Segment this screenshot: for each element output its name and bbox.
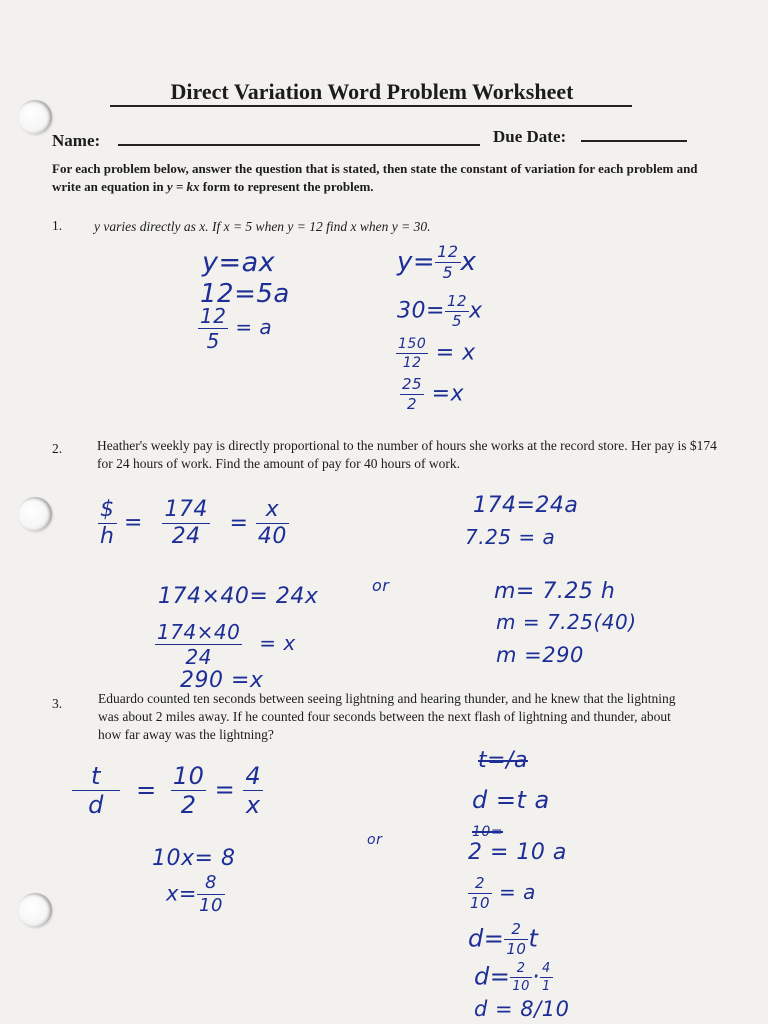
binder-hole-bottom [18,893,52,927]
p3-work-right-4: d= $\frac{2}{10}$ t [468,920,539,958]
p2-work-right-4: m = 7.25(40) [496,610,637,634]
p3-work-right-3: $\frac{2}{10}$ = a [470,874,536,912]
p1-work-right-2: 30= $\frac{12}{5}$ x [397,292,483,330]
due-date-field[interactable] [581,140,687,142]
p2-work-proportion: $\frac{\$}{h}$ = $\frac{174}{24}$ = $\frac{x}{40}$ [100,497,287,549]
p3-work-right-1: d =t a [472,786,550,814]
problem-2-text: Heather's weekly pay is directly proportional to the number of hours she works at the record store. Her pay is $174 for 24 hours of work. Find the amount of pay for 40 hours of work. [97,438,717,471]
p1-work-right-3: $\frac{150}{12}$ = x [398,336,476,371]
p2-work-line-2: 174×40= 24x [158,584,319,609]
problem-3-text: Eduardo counted ten seconds between seeing lightning and hearing thunder, and he knew that the lightning was about 2 miles away. If he counted four seconds between the next flash of lightning and thunder, about how far away was the lightning? [98,691,676,742]
p1-work-right-4: $\frac{25}{2}$ =x [402,375,465,413]
p2-work-or: or [372,576,390,595]
binder-hole-top [18,100,52,134]
worksheet-title: Direct Variation Word Problem Worksheet [170,79,574,104]
p2-work-line-3: $\frac{174\times 40}{24}$ = x [157,620,296,669]
p3-work-right-5: d= $\frac{2}{10}$ · $\frac{4}{1}$ [474,961,551,994]
problem-2-number: 2. [52,441,63,456]
p3-work-right-6: d = 8/10 [474,997,570,1021]
p3-work-line-3: x= $\frac{8}{10}$ [166,872,223,916]
p2-work-right-1: 174=24a [473,493,579,518]
p3-work-or: or [367,832,383,848]
p3-work-line-2: 10x= 8 [152,846,236,871]
p2-work-right-5: m =290 [496,643,584,667]
binder-hole-middle [18,497,52,531]
due-date-label: Due Date: [493,127,567,146]
instructions: For each problem below, answer the question that is stated, then state the constant of variation for each problem and write an equation in y = kx form to represent the problem. [52,161,698,194]
p1-work-line-1: y=ax [202,247,276,278]
title-underline [110,105,632,107]
problem-1-number: 1. [52,218,63,233]
p3-work-proportion: $\frac{t}{d}$ = $\frac{10}{2}$ = $\frac{4}{x}$ [72,764,263,817]
p3-work-right-2: 2 = 10 a [468,840,567,865]
problem-1-text: y varies directly as x. If x = 5 when y = 12 find x when y = 30. [94,219,431,234]
p1-work-line-3: $\frac{12}{5}$ = a [200,304,273,353]
p1-work-line-2: 12=5a [200,279,290,309]
problem-3-number: 3. [52,696,63,711]
name-label: Name: [52,131,101,150]
p3-work-right-strike: 10= [472,824,504,840]
p2-work-right-3: m= 7.25 h [494,579,616,604]
name-field[interactable] [118,144,480,146]
p1-work-right-1: y= $\frac{12}{5}$ x [397,242,477,282]
p2-work-right-2: 7.25 = a [465,525,556,549]
p2-work-line-4: 290 =x [180,668,264,693]
p3-work-crossed-out: t=/a [478,748,528,773]
